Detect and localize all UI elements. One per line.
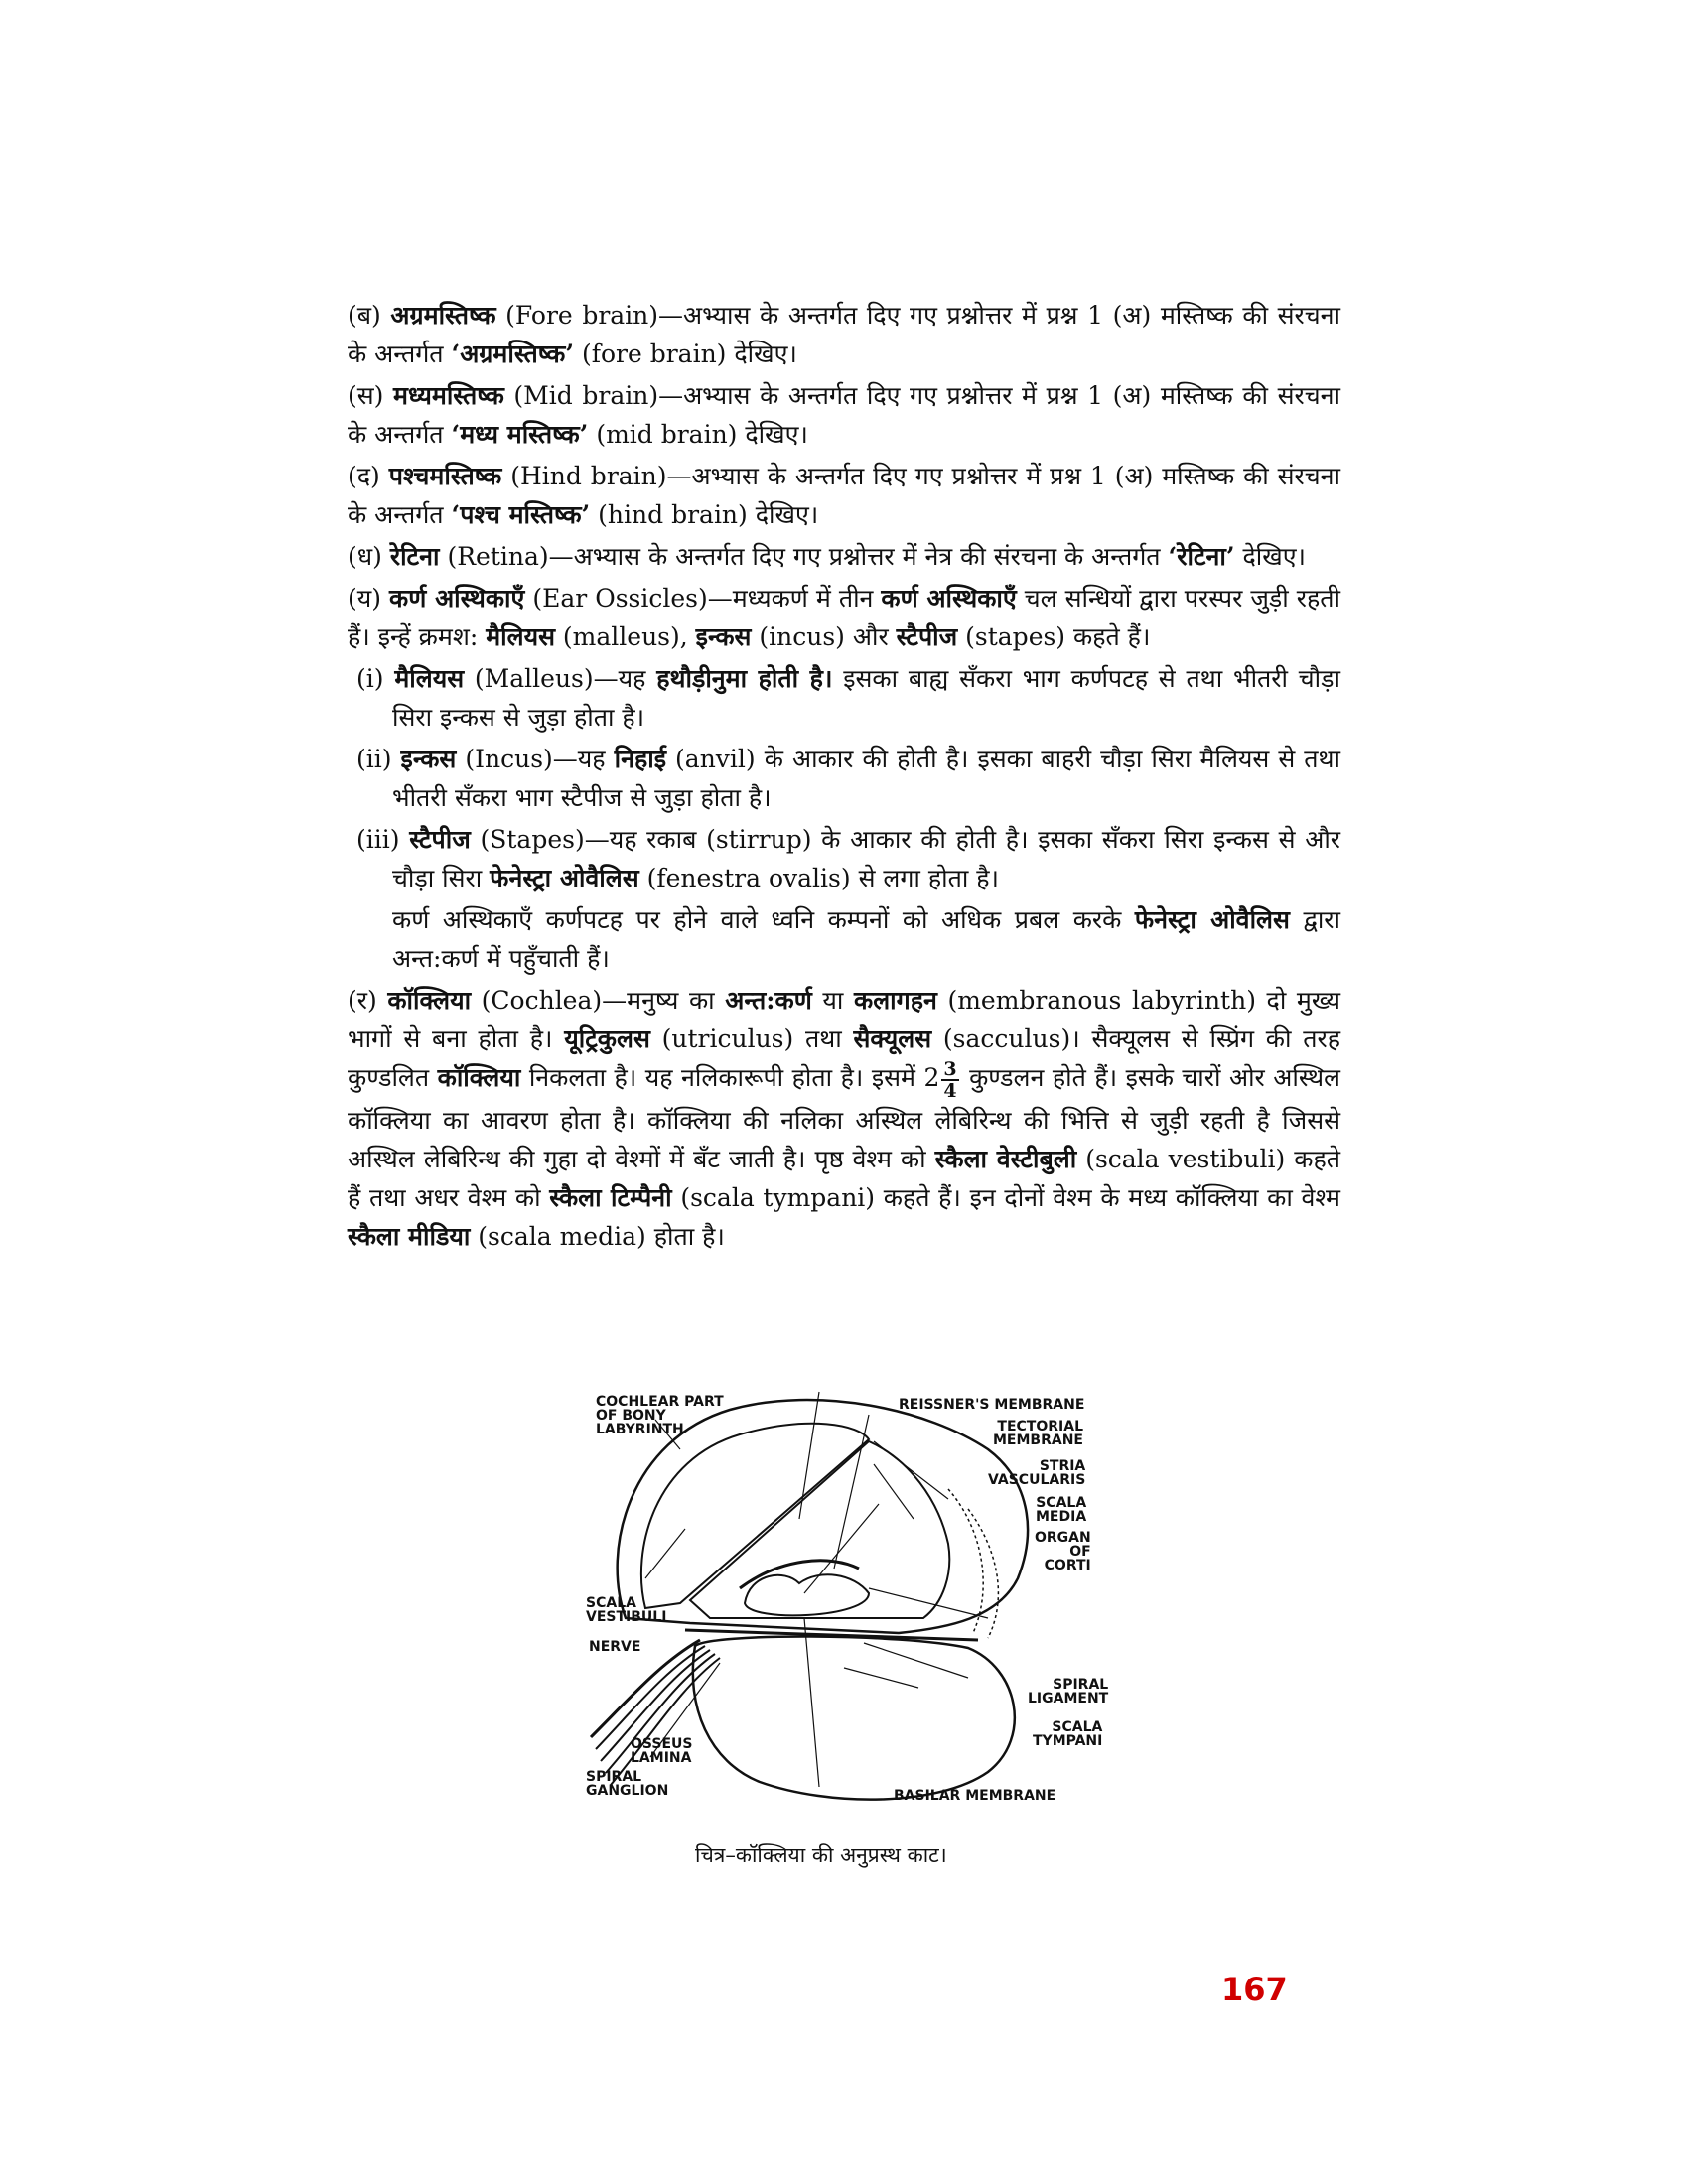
para-label: (य) xyxy=(348,584,382,613)
term-malleus: मैलियस xyxy=(486,622,555,651)
item-bold: फेनेस्ट्रा ओवैलिस xyxy=(490,864,639,892)
term-mid-brain: मध्यमस्तिष्क xyxy=(393,381,504,410)
page-number: 167 xyxy=(1221,1971,1288,2008)
para-label: (र) xyxy=(348,986,377,1015)
list-item-stapes xyxy=(348,820,1340,897)
item-term: स्टैपीज xyxy=(409,825,471,854)
paragraph-ossicle-note xyxy=(348,900,1340,978)
item-term: मैलियस xyxy=(394,664,465,693)
term-bold: स्कैला वेस्टीबुली xyxy=(934,1144,1077,1173)
para-text: (malleus), xyxy=(554,622,696,651)
term-bold: यूट्रिकुलस xyxy=(564,1024,650,1053)
term-ear-ossicles: कर्ण अस्थिकाएँ xyxy=(389,584,525,613)
fraction-numerator: 3 xyxy=(943,1057,957,1080)
leader-line xyxy=(874,1441,948,1499)
para-text: (Cochlea)—मनुष्य का xyxy=(471,986,726,1015)
para-text: (scala tympani) कहते हैं। इन दोनों वेश्म के मध्य कॉक्लिया का वेश्म xyxy=(671,1182,1340,1212)
note-bold: फेनेस्ट्रा ओवैलिस xyxy=(1134,905,1290,934)
para-text: (mid brain) देखिए। xyxy=(588,420,808,449)
para-text: (Ear Ossicles)—मध्यकर्ण में तीन xyxy=(524,584,882,613)
para-text: (Fore brain)—अभ्यास के अन्तर्गत दिए गए प्रश्नोत्तर में प्रश्न 1 (अ) मस्तिष्क की संरचना के अन्तर्गत xyxy=(348,301,1341,368)
para-text: (fore brain) देखिए। xyxy=(574,340,797,368)
item-bold: हथौड़ीनुमा होती है। xyxy=(656,664,833,693)
item-number: (ii) xyxy=(356,745,392,773)
label-scala-media: SCALA MEDIA xyxy=(1036,1495,1087,1525)
paragraph-cochlea xyxy=(348,981,1340,1256)
label-reissners-membrane: REISSNER'S MEMBRANE xyxy=(899,1397,1085,1413)
term-retina: रेटिना xyxy=(389,542,440,571)
para-text: (stapes) कहते हैं। xyxy=(957,622,1151,651)
leader-line xyxy=(834,1415,869,1569)
label-spiral-ligament: SPIRAL LIGAMENT xyxy=(1028,1677,1109,1706)
para-text: या xyxy=(811,986,854,1015)
term-stapes: स्टैपीज xyxy=(896,622,958,651)
term-bold: सैक्यूलस xyxy=(853,1024,932,1053)
paragraph-ear-ossicles xyxy=(348,579,1340,656)
fraction xyxy=(941,1059,958,1101)
para-text: निकलता है। यह नलिकारूपी होता है। इसमें 2 xyxy=(520,1063,940,1092)
para-label: (ब) xyxy=(348,301,381,330)
item-text: (Stapes)—यह रकाब (stirrup) के आकार की होती है। इसका सँकरा सिरा इन्कस से और चौड़ा सिरा xyxy=(392,825,1340,892)
term-bold: अन्त:कर्ण xyxy=(725,986,812,1015)
para-text: (incus) और xyxy=(751,622,897,651)
item-text: (Incus)—यह xyxy=(456,745,615,773)
item-text: (anvil) के आकार की होती है। इसका बाहरी चौड़ा सिरा मैलियस से तथा भीतरी सँकरा भाग स्टैपीज से जुड़ा होता है। xyxy=(392,745,1340,812)
para-text: देखिए। xyxy=(1234,542,1307,571)
para-text: (Retina)—अभ्यास के अन्तर्गत दिए गए प्रश्नोत्तर में नेत्र की संरचना के अन्तर्गत xyxy=(439,542,1169,571)
organ-of-corti-shape xyxy=(745,1574,869,1615)
para-label: (स) xyxy=(348,381,384,410)
para-text: (hind brain) देखिए। xyxy=(590,500,819,529)
label-osseus-lamina: OSSEUS LAMINA xyxy=(631,1736,693,1766)
note-text: कर्ण अस्थिकाएँ कर्णपटह पर होने वाले ध्वनि कम्पनों को अधिक प्रबल करके xyxy=(392,905,1135,934)
item-text: इसका बाह्य सँकरा भाग कर्णपटह से तथा भीतरी चौड़ा सिरा इन्कस से जुड़ा होता है। xyxy=(392,664,1340,732)
term-ear-ossicles-2: कर्ण अस्थिकाएँ xyxy=(881,584,1017,613)
leader-line xyxy=(804,1504,879,1593)
label-stria-vascularis: STRIA VASCULARIS xyxy=(988,1458,1086,1488)
leader-line xyxy=(874,1464,914,1519)
scala-vestibuli-outline xyxy=(641,1424,869,1608)
term-bold: स्कैला मीडिया xyxy=(348,1221,471,1251)
list-item-incus xyxy=(348,740,1340,817)
term-cochlea: कॉक्लिया xyxy=(387,986,472,1015)
label-basilar-membrane: BASILAR MEMBRANE xyxy=(894,1788,1056,1804)
term-bold: कलागहन xyxy=(854,986,937,1015)
term-fore-brain: अग्रमस्तिष्क xyxy=(390,301,496,330)
figure-caption: चित्र–कॉक्लिया की अनुप्रस्थ काट। xyxy=(695,1843,947,1867)
para-text: (scala vestibuli) कहते हैं तथा अधर वेश्म को xyxy=(348,1144,1340,1212)
leader-line xyxy=(844,1668,918,1688)
term-incus: इन्कस xyxy=(695,622,752,651)
label-nerve: NERVE xyxy=(589,1639,641,1655)
term-hind-brain: पश्चमस्तिष्क xyxy=(388,462,502,490)
para-text: (scala media) होता है। xyxy=(470,1221,725,1251)
ref-retina: ‘रेटिना’ xyxy=(1168,542,1235,571)
para-text: (Hind brain)—अभ्यास के अन्तर्गत दिए गए प्रश्नोत्तर में प्रश्न 1 (अ) मस्तिष्क की संरचना के अन्तर्गत xyxy=(348,462,1340,529)
leader-line xyxy=(864,1643,968,1678)
paragraph-fore-brain xyxy=(348,296,1340,373)
item-bold: निहाई xyxy=(614,745,666,773)
item-text: (Malleus)—यह xyxy=(464,664,657,693)
paragraph-retina xyxy=(348,537,1340,576)
para-text: (membranous labyrinth) दो मुख्य भागों से बना होता है। xyxy=(348,986,1340,1053)
note-text: द्वारा अन्त:कर्ण में पहुँचाती हैं। xyxy=(392,905,1340,973)
para-text: (utriculus) तथा xyxy=(649,1024,854,1053)
term-bold: स्कैला टिम्पैनी xyxy=(549,1182,672,1212)
paragraph-mid-brain xyxy=(348,376,1340,454)
label-scala-tympani: SCALA TYMPANI xyxy=(1033,1719,1103,1749)
list-item-malleus xyxy=(348,659,1340,737)
ref-hind-brain: ‘पश्च मस्तिष्क’ xyxy=(451,500,591,529)
paragraph-hind-brain xyxy=(348,457,1340,534)
scala-media-outline xyxy=(690,1441,949,1618)
para-text: चल सन्धियों द्वारा परस्पर जुड़ी रहती हैं। इन्हें क्रमश: xyxy=(348,584,1340,651)
label-scala-vestibuli: SCALA VESTIBULI xyxy=(586,1595,667,1625)
label-cochlear-part: COCHLEAR PART OF BONY LABYRINTH xyxy=(596,1394,724,1437)
term-bold: कॉक्लिया xyxy=(437,1063,521,1092)
para-text: (Mid brain)—अभ्यास के अन्तर्गत दिए गए प्रश्नोत्तर में प्रश्न 1 (अ) मस्तिष्क की संरचना के अन्तर्गत xyxy=(348,381,1340,449)
item-number: (iii) xyxy=(356,825,400,854)
para-text: कुण्डलन होते हैं। इसके चारों ओर अस्थिल कॉक्लिया का आवरण होता है। कॉक्लिया की नलिका अस्थिल लेबिरिन्थ की भित्ति से जुड़ी रहती है जिससे अस्थिल लेबिरिन्थ की गुहा दो वेश्मों में बँट जाती है। पृष्ठ वेश्म को xyxy=(348,1063,1340,1173)
scala-tympani-outline xyxy=(693,1636,1015,1799)
item-term: इन्कस xyxy=(400,745,457,773)
fraction-denominator: 4 xyxy=(943,1079,957,1102)
cochlea-cross-section-figure xyxy=(571,1380,1107,1837)
leader-line xyxy=(804,1618,819,1787)
leader-line xyxy=(799,1392,819,1519)
ref-mid-brain: ‘मध्य मस्तिष्क’ xyxy=(451,420,589,449)
text-body xyxy=(348,296,1340,1259)
leader-line xyxy=(645,1529,685,1578)
item-number: (i) xyxy=(356,664,384,693)
stria-vascularis-hatching xyxy=(948,1489,983,1633)
label-organ-of-corti: ORGAN OF CORTI xyxy=(1035,1530,1091,1573)
para-text: (sacculus)। सैक्यूलस से स्प्रिंग की तरह कुण्डलित xyxy=(348,1024,1340,1092)
para-label: (द) xyxy=(348,462,380,490)
label-spiral-ganglion: SPIRAL GANGLION xyxy=(586,1769,669,1799)
item-text: (fenestra ovalis) से लगा होता है। xyxy=(638,864,1000,892)
para-label: (ध) xyxy=(348,542,382,571)
ref-fore-brain: ‘अग्रमस्तिष्क’ xyxy=(451,340,575,368)
label-tectorial-membrane: TECTORIAL MEMBRANE xyxy=(993,1419,1083,1448)
